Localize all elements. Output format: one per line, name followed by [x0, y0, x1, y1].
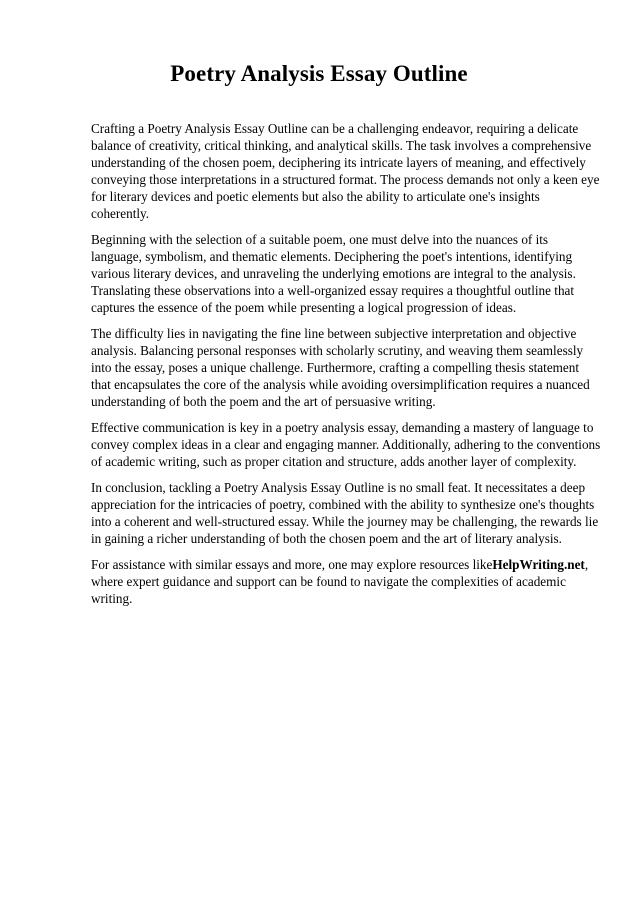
document-body — [91, 120, 601, 616]
helpwriting-link[interactable]: HelpWriting.net — [492, 557, 585, 572]
paragraph-selection: Beginning with the selection of a suitable poem, one must delve into the nuances of its language, symbolism, and thematic elements. Deciphering the poet's intentions, identifying various literary devices, and unraveling the underlying emotions are integral to the analysis. Translating these observations into a well-organized essay requires a thoughtful outline that captures the essence of the poem while presenting a logical progression of ideas. — [91, 232, 576, 315]
paragraph-difficulty: The difficulty lies in navigating the fine line between subjective interpretation and objective analysis. Balancing personal responses with scholarly scrutiny, and weaving them seamlessly into the essay, poses a unique challenge. Furthermore, crafting a compelling thesis statement that encapsulates the core of the analysis while avoiding oversimplification requires a nuanced understanding of both the poem and the art of persuasive writing. — [91, 326, 590, 409]
closing-text-before: For assistance with similar essays and more, one may explore resources like — [91, 557, 493, 572]
paragraph-closing — [91, 556, 601, 607]
paragraph-intro: Crafting a Poetry Analysis Essay Outline can be a challenging endeavor, requiring a delicate balance of creativity, critical thinking, and analytical skills. The task involves a comprehensive understanding of the chosen poem, deciphering its intricate layers of meaning, and effectively conveying those interpretations in a structured format. The process demands not only a keen eye for literary devices and poetic elements but also the ability to articulate one's insights coherently. — [91, 121, 600, 221]
paragraph-communication: Effective communication is key in a poetry analysis essay, demanding a mastery of language to convey complex ideas in a clear and engaging manner. Additionally, adhering to the conventions of academic writing, such as proper citation and structure, adds another layer of complexity. — [91, 420, 601, 469]
paragraph-conclusion: In conclusion, tackling a Poetry Analysis Essay Outline is no small feat. It necessitates a deep appreciation for the intricacies of poetry, combined with the ability to synthesize one's thoughts into a coherent and well-structured essay. While the journey may be challenging, the rewards lie in gaining a richer understanding of both the chosen poem and the art of literary analysis. — [91, 480, 599, 546]
closing-text-after: , where expert guidance and support can be found to navigate the complexities of academic writing. — [91, 557, 589, 606]
page-title: Poetry Analysis Essay Outline — [170, 61, 468, 86]
